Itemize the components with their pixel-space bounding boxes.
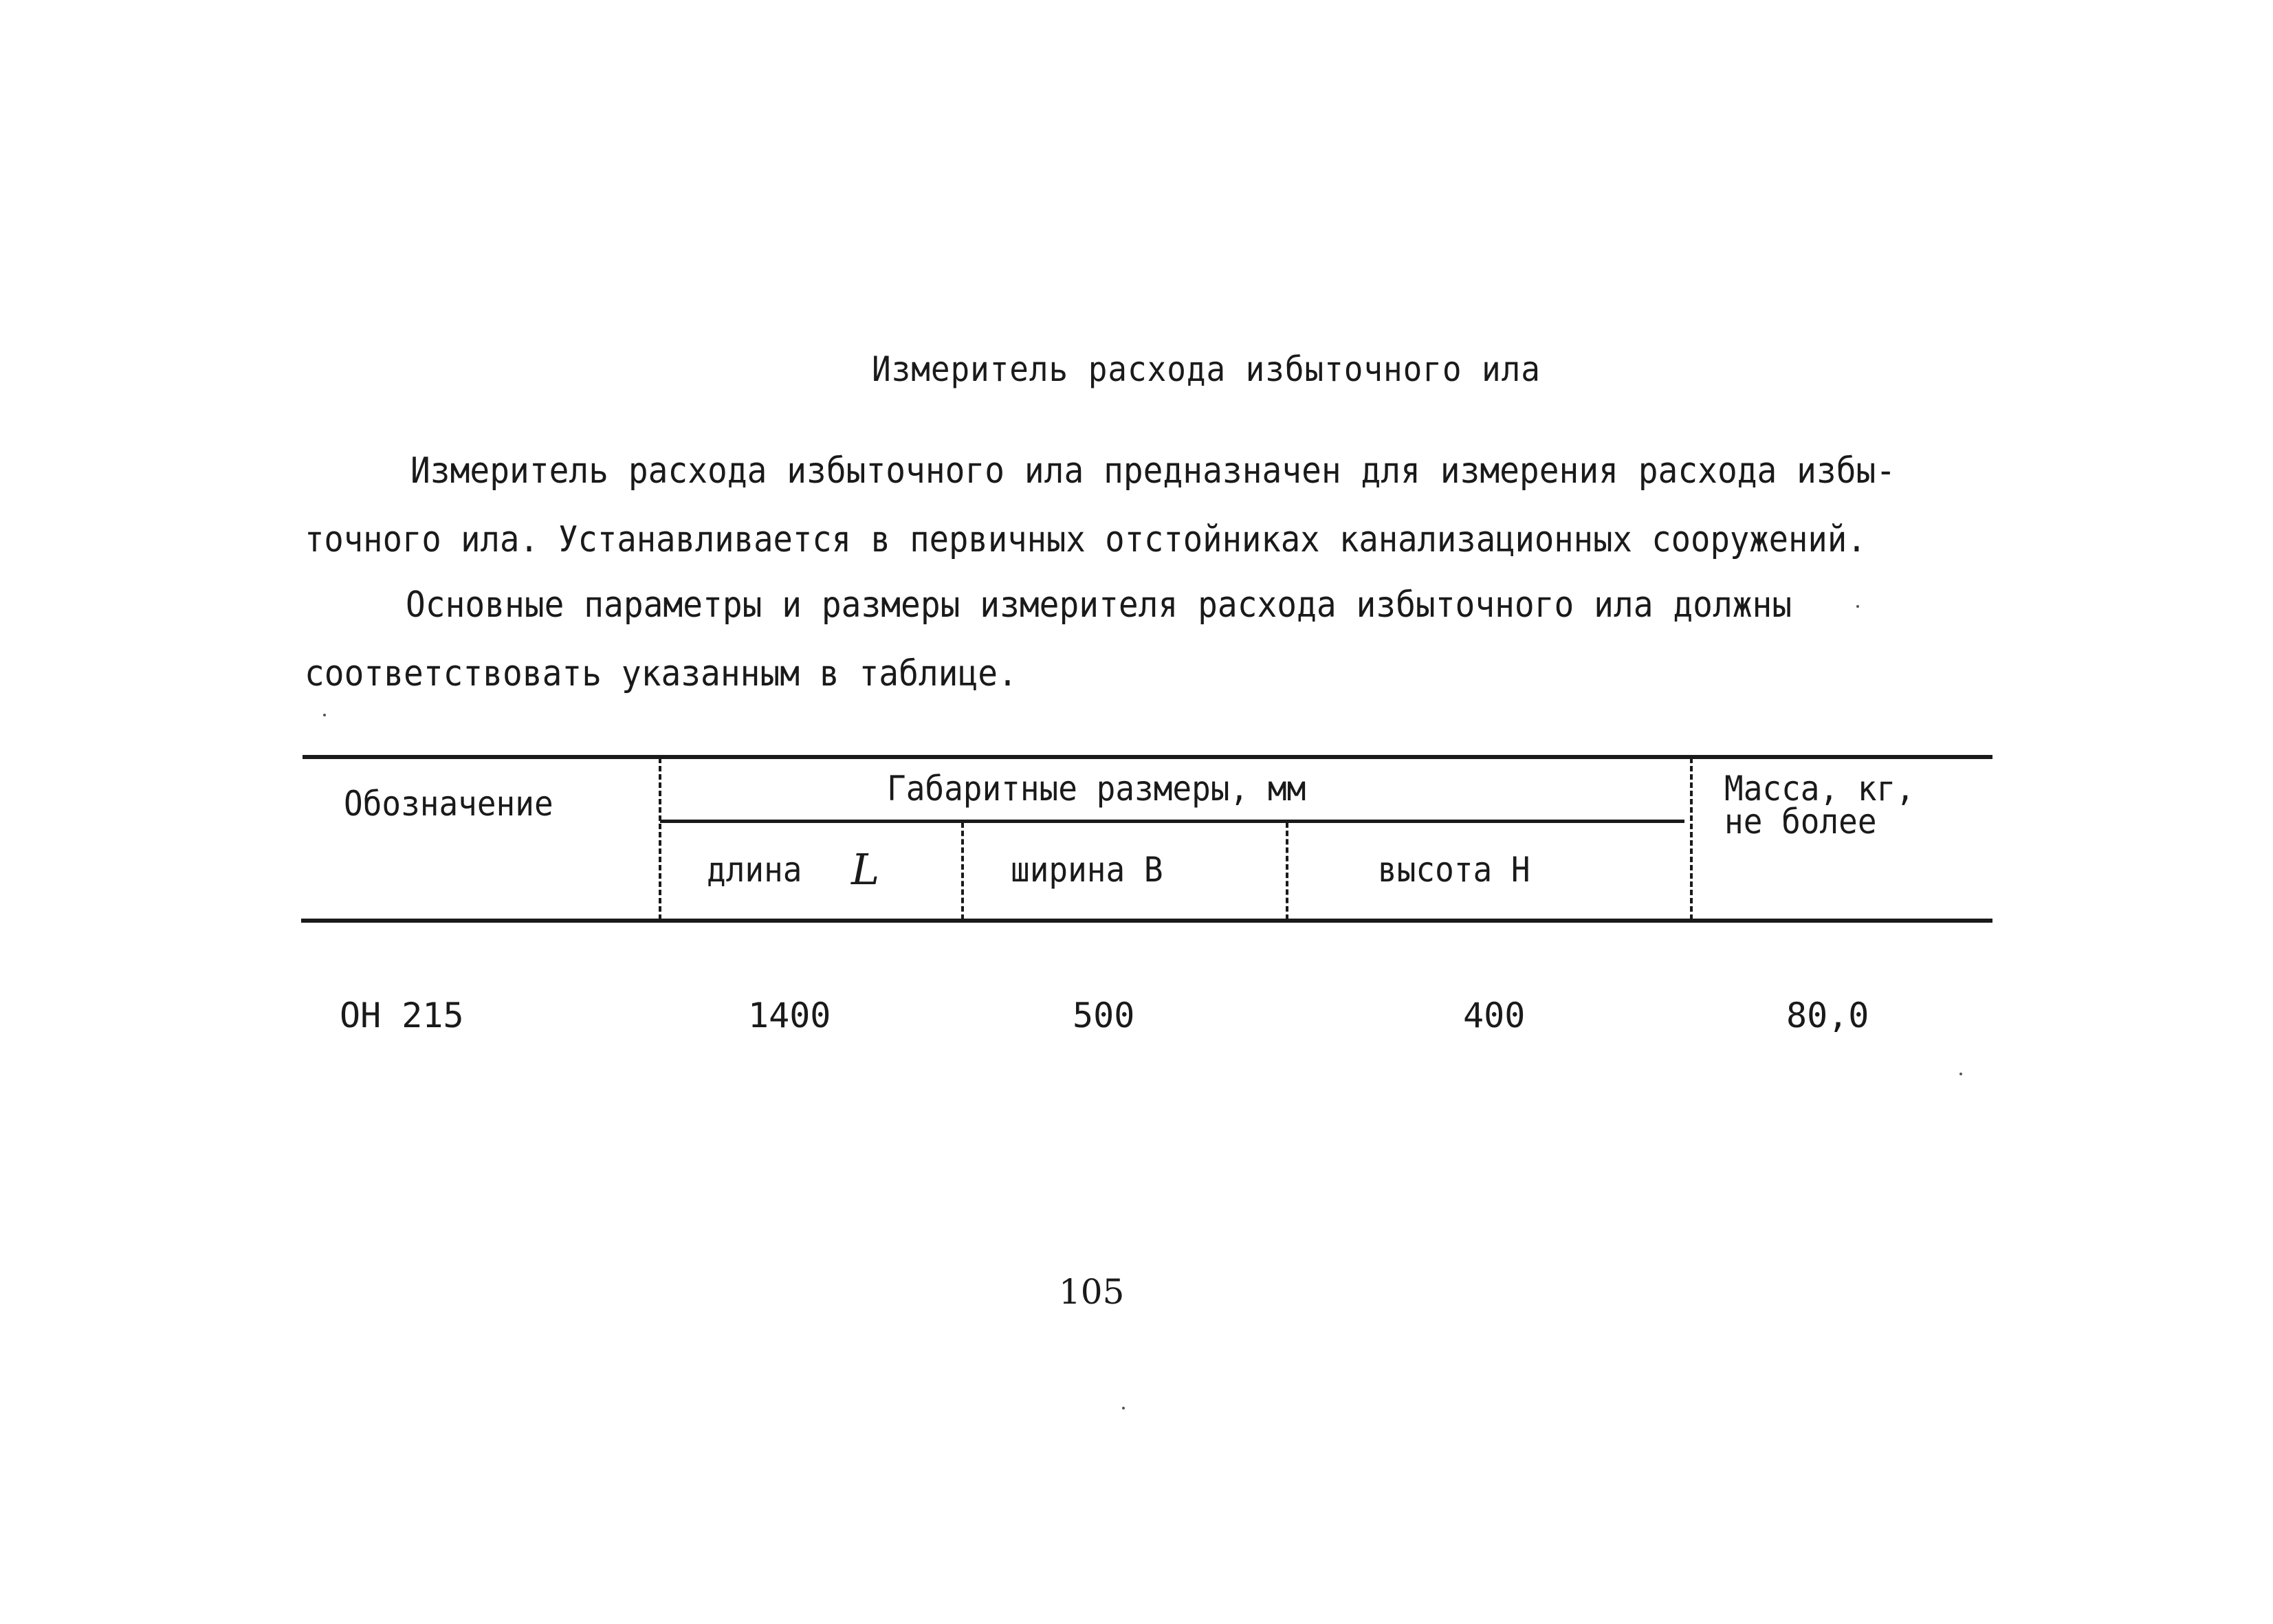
cell-height: 400 <box>1463 996 1526 1035</box>
header-width: ширина В <box>1011 850 1163 890</box>
table-group-rule <box>660 820 1684 823</box>
paragraph-line: соответствовать указанным в таблице. <box>305 653 1018 694</box>
document-title: Измеритель расхода избыточного ила <box>872 349 1541 389</box>
table-top-rule <box>303 755 1992 759</box>
page-number: 105 <box>1059 1272 1125 1312</box>
table-column-divider <box>1286 822 1288 920</box>
scan-speck <box>323 714 326 716</box>
table-column-divider <box>961 822 964 920</box>
paragraph-line: Основные параметры и размеры измерителя расхода избыточного ила должны <box>406 584 1792 626</box>
paragraph-line: Измеритель расхода избыточного ила предназначен для измерения расхода избы- <box>410 450 1896 492</box>
table-column-divider <box>659 758 661 920</box>
cell-designation: ОН 215 <box>340 996 464 1035</box>
header-mass-line1: Масса, кг, <box>1724 769 1915 809</box>
cell-length: 1400 <box>748 996 831 1035</box>
header-mass-line2: не более <box>1724 802 1877 842</box>
cell-mass: 80,0 <box>1786 996 1869 1035</box>
header-height: высота Н <box>1378 850 1530 890</box>
scan-speck <box>1122 1407 1125 1409</box>
cell-width: 500 <box>1073 996 1135 1035</box>
scan-speck <box>1856 605 1859 608</box>
header-designation: Обозначение <box>344 784 553 824</box>
table-header-bottom-rule <box>301 919 1992 923</box>
header-length-symbol: L <box>851 844 880 895</box>
header-dimensions-group: Габаритные размеры, мм <box>887 769 1306 809</box>
table-column-divider <box>1690 758 1693 920</box>
paragraph-line: точного ила. Устанавливается в первичных отстойниках канализационных сооружений. <box>305 519 1867 560</box>
header-length: длина <box>707 850 802 890</box>
scan-speck <box>1959 1073 1962 1075</box>
